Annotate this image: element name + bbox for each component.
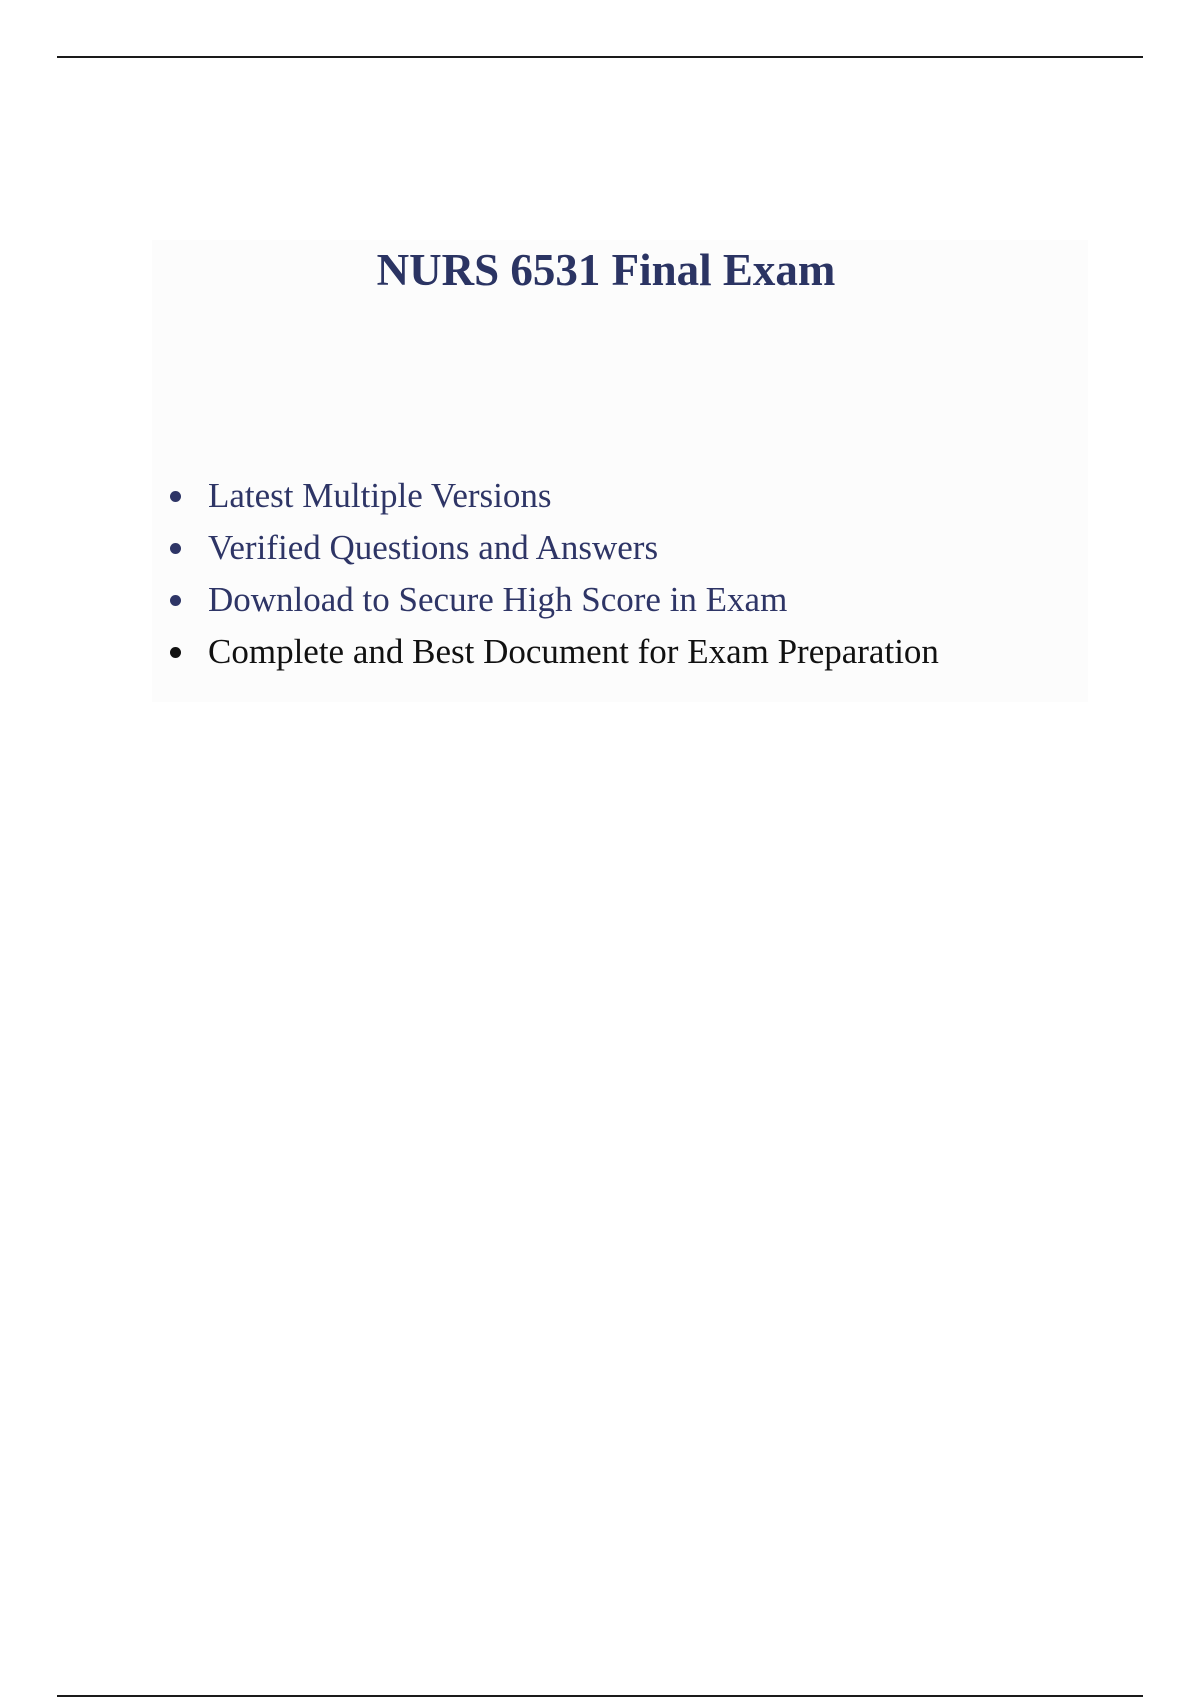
top-rule <box>57 56 1143 58</box>
list-item <box>164 470 939 522</box>
list-item-text: Verified Questions and Answers <box>208 528 659 567</box>
bullet-icon <box>170 647 181 658</box>
list-item <box>164 574 939 626</box>
feature-list <box>164 470 939 678</box>
bullet-icon <box>170 491 181 502</box>
bullet-icon <box>170 595 181 606</box>
bullet-icon <box>170 543 181 554</box>
list-item-text: Complete and Best Document for Exam Preparation <box>208 632 939 671</box>
list-item <box>164 626 939 678</box>
list-item-text: Latest Multiple Versions <box>208 476 552 515</box>
list-item-text: Download to Secure High Score in Exam <box>208 580 788 619</box>
page-title: NURS 6531 Final Exam <box>376 245 836 295</box>
bottom-rule <box>57 1695 1143 1697</box>
list-item <box>164 522 939 574</box>
